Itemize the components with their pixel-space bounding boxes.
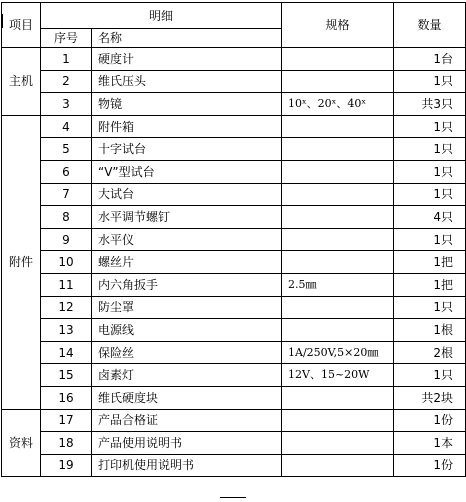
- row-seq: 10: [41, 251, 92, 274]
- row-seq: 11: [41, 273, 92, 296]
- group-accessory: 附件: [2, 115, 41, 409]
- row-seq: 14: [41, 341, 92, 364]
- row-spec: [282, 183, 394, 206]
- table-row: [2, 138, 466, 161]
- row-spec: [282, 206, 394, 229]
- row-name: 防尘罩: [92, 296, 282, 319]
- row-spec: [282, 296, 394, 319]
- table-row: [2, 341, 466, 364]
- row-qty: 1把: [394, 251, 466, 274]
- row-spec: [282, 138, 394, 161]
- table-row: [2, 409, 466, 432]
- row-seq: 8: [41, 206, 92, 229]
- row-qty: 1只: [394, 70, 466, 93]
- header-detail: 明细: [41, 3, 282, 29]
- row-seq: 17: [41, 409, 92, 432]
- row-name: 硬度计: [92, 48, 282, 71]
- row-seq: 9: [41, 228, 92, 251]
- row-seq: 18: [41, 432, 92, 455]
- table-row: [2, 183, 466, 206]
- row-qty: 1把: [394, 273, 466, 296]
- row-spec: 10ˣ、20ˣ、40ˣ: [282, 93, 394, 116]
- row-spec: [282, 319, 394, 342]
- table-row: [2, 251, 466, 274]
- header-item: 项目: [2, 3, 41, 48]
- table-row: [2, 206, 466, 229]
- row-name: 打印机使用说明书: [92, 454, 282, 477]
- row-name: “V”型试台: [92, 160, 282, 183]
- row-name: 维氏硬度块: [92, 386, 282, 409]
- row-spec: [282, 48, 394, 71]
- row-spec: [282, 70, 394, 93]
- row-name: 产品使用说明书: [92, 432, 282, 455]
- header-seq: 序号: [41, 29, 92, 48]
- row-spec: 2.5㎜: [282, 273, 394, 296]
- row-qty: 2根: [394, 341, 466, 364]
- row-spec: [282, 160, 394, 183]
- row-seq: 1: [41, 48, 92, 71]
- row-qty: 1只: [394, 160, 466, 183]
- row-qty: 1本: [394, 432, 466, 455]
- row-name: 物镜: [92, 93, 282, 116]
- row-name: 螺丝片: [92, 251, 282, 274]
- table-row: [2, 70, 466, 93]
- row-spec: [282, 432, 394, 455]
- header-quantity: 数量: [394, 3, 466, 48]
- table-row: [2, 454, 466, 477]
- row-qty: 4只: [394, 206, 466, 229]
- table-row: [2, 93, 466, 116]
- table-row: [2, 48, 466, 71]
- row-qty: 1只: [394, 228, 466, 251]
- row-name: 电源线: [92, 319, 282, 342]
- row-spec: [282, 115, 394, 138]
- row-qty: 1只: [394, 138, 466, 161]
- group-docs: 资料: [2, 409, 41, 477]
- row-spec: [282, 251, 394, 274]
- row-seq: 16: [41, 386, 92, 409]
- row-name: 产品合格证: [92, 409, 282, 432]
- table-row: [2, 296, 466, 319]
- row-qty: 1台: [394, 48, 466, 71]
- header-name: 名称: [92, 29, 282, 48]
- row-name: 十字试台: [92, 138, 282, 161]
- row-seq: 5: [41, 138, 92, 161]
- table-row: [2, 432, 466, 455]
- row-qty: 1只: [394, 296, 466, 319]
- row-name: 大试台: [92, 183, 282, 206]
- table-row: [2, 228, 466, 251]
- row-seq: 3: [41, 93, 92, 116]
- row-qty: 共2块: [394, 386, 466, 409]
- row-name: 卤素灯: [92, 364, 282, 387]
- row-name: 水平仪: [92, 228, 282, 251]
- group-main: 主机: [2, 48, 41, 116]
- row-spec: [282, 228, 394, 251]
- row-name: 水平调节螺钉: [92, 206, 282, 229]
- row-name: 维氏压头: [92, 70, 282, 93]
- row-spec: [282, 454, 394, 477]
- row-name: 保险丝: [92, 341, 282, 364]
- row-qty: 1只: [394, 183, 466, 206]
- row-qty: 1根: [394, 319, 466, 342]
- row-name: 内六角扳手: [92, 273, 282, 296]
- row-seq: 15: [41, 364, 92, 387]
- row-qty: 1份: [394, 454, 466, 477]
- row-qty: 共3只: [394, 93, 466, 116]
- table-row: [2, 160, 466, 183]
- table-row: [2, 273, 466, 296]
- row-qty: 1只: [394, 364, 466, 387]
- row-spec: [282, 409, 394, 432]
- row-spec: 1A/250V,5×20㎜: [282, 341, 394, 364]
- row-qty: 1份: [394, 409, 466, 432]
- row-seq: 7: [41, 183, 92, 206]
- table-row: [2, 115, 466, 138]
- row-qty: 1只: [394, 115, 466, 138]
- row-seq: 4: [41, 115, 92, 138]
- row-seq: 2: [41, 70, 92, 93]
- header-spec: 规格: [282, 3, 394, 48]
- table-row: [2, 319, 466, 342]
- row-spec: 12V、15~20W: [282, 364, 394, 387]
- row-seq: 19: [41, 454, 92, 477]
- row-seq: 12: [41, 296, 92, 319]
- table-row: [2, 364, 466, 387]
- row-seq: 13: [41, 319, 92, 342]
- row-seq: 6: [41, 160, 92, 183]
- table-row: [2, 386, 466, 409]
- header-row: [2, 3, 466, 29]
- row-spec: [282, 386, 394, 409]
- page-edge-mark: [220, 497, 246, 498]
- packing-list-table: [1, 2, 466, 477]
- row-name: 附件箱: [92, 115, 282, 138]
